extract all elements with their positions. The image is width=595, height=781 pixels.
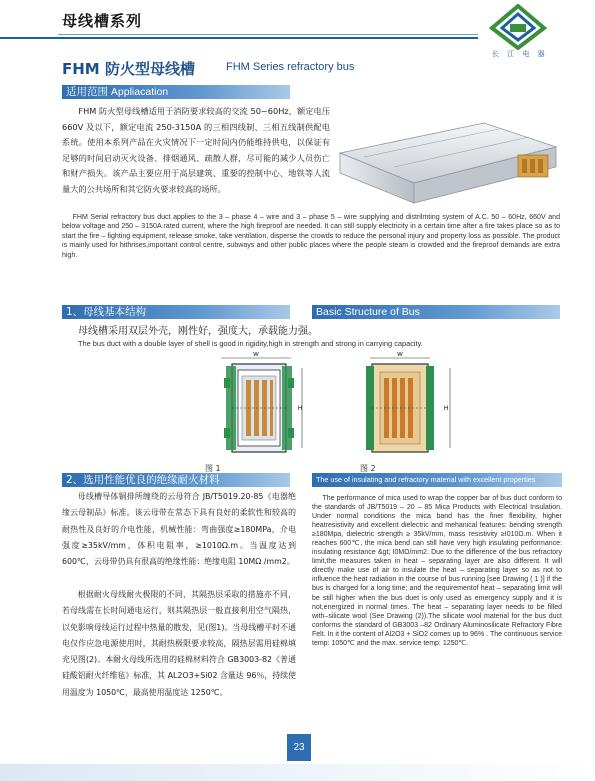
figure-1-caption: 图 1	[205, 464, 221, 473]
figure-2-caption: 图 2	[360, 464, 376, 473]
fig2-dim-w: W	[397, 352, 403, 358]
product-title: FHM 防火型母线槽	[62, 60, 195, 78]
application-text-cn: FHM 防火型母线槽适用于消防要求较高的交流 50~60Hz，额定电压 660V 及以下，额定电流 250-3150A 的三相四线制、三相五线制供配电系统。使用本系列产品在火灾情况下一定时间内仍能维持供电，以保证有足够的时间启动灭火设备、排烟通风、疏散人群，尽可能的减少人员伤亡和财产损失。该产品主要应用于高层建筑、重要的控制中心、地铁等人流量大的公共场所和其它防火要求较高的场所。	[62, 106, 330, 194]
series-title: 母线槽系列	[62, 12, 143, 30]
structure-text-en: The bus duct with a double layer of shell is good in rigidity,high in strength and strong in carrying capacity.	[78, 339, 423, 348]
footer-bar	[0, 764, 595, 781]
figure-1-diagram	[176, 352, 306, 460]
application-text-en: FHM Serial refractory bus duct applies to the 3 – phase 4 – wire and 3 – phase 5 – wire supplying and distrilmting system of A.C. 50 – 60Hz, 660V and below voltage and 250 – 3150A rated current, where the high fireproof are needed. It can still supply electricity in a certain time after a fire takes place so as to start the fire – fighting equipment, release smoke, take ventilation, disperse the crowds to reduce the personal injury and property loss as possible. The product is mainly used for hithrises,important control centre, subways and other public places where the people steam is crowded and the fireproof demands are extra high.	[62, 214, 560, 259]
section-heading-insulation-en: The use of insulating and refractory material with excellent properties	[312, 473, 562, 487]
insulation-text-cn-2: 根据耐火母线耐火极限的不同，其隔热层采取的措施亦不同，若母线需在长时间通电运行，则其隔热层一般直接利用空气隔热，以免影响母线运行过程中热量的散发，见(图1)。当母线槽平时不通电仅作应急电源使用时，其耐热极限要求较高，隔热层需用硅棉填充见图(2)。本耐火母线所选用的硅棉材料符合 GB3003-82《普通硅酸铝耐火纤维毡》标准，其 AL2O3+Si02 含量达 96％，持续使用温度为 1050℃，最高使用温度达 1250℃。	[62, 590, 296, 697]
header-divider	[58, 34, 478, 35]
fig1-dim-h: H	[298, 406, 303, 412]
brand-name: 长 江 电 器	[492, 50, 548, 58]
figure-2-diagram	[340, 352, 460, 460]
page-number: 23	[287, 734, 311, 761]
structure-text-cn: 母线槽采用双层外壳，刚性好，强度大，承载能力强。	[78, 326, 318, 337]
section-heading-insulation-cn: 2、选用性能优良的绝缘耐火材料	[62, 473, 290, 487]
header-accent-bar	[0, 37, 478, 39]
fig2-dim-h: H	[444, 406, 449, 412]
bus-duct-photo	[334, 117, 562, 209]
product-subtitle: FHM Series refractory bus	[226, 61, 355, 73]
fig1-dim-w: W	[253, 352, 259, 358]
section-heading-application: 适用范围 Appliacation	[62, 85, 290, 99]
section-heading-structure-en: Basic Structure of Bus	[312, 305, 560, 319]
insulation-text-cn-1: 母线槽导体铜排所缠绕的云母符合 JB/T5019.20-85《电器绝缘云母制品》标准。该云母带在常态下具有良好的柔软性和较高的耐热性及良好的介电性能，机械性能：弯曲强度≥180MPa，介电强度≥35kV/mm，体积电阻率，≥1010Ω.m。当温度达到 600℃，云母带仍具有很高的绝缘性能：绝缘电阻 10MΩ /mm2。	[62, 492, 296, 567]
company-logo-icon	[482, 4, 554, 50]
section-heading-structure-cn: 1、母线基本结构	[62, 305, 290, 319]
insulation-text-en: The performance of mica used to wrap the copper bar of bus duct conform to the standards of JB/T5019 – 20 – 85 Mica Products with Electrical Insulation. Under normal conditions the mica band has the finer flexibility, higher heatresistivity and excellent dielectric and mehanical features: bending strength ≥180Mpa, dielectric strength ≥ 35kV/mm, mass resistivity ≥I010Ω.m. When it reaches 600℃, the mica bend can still have very high insulating performance: insulating resistance &gt; I0MΩ/mm2. Due to the difference of the bus refractory limit,the measures taken in heat – separating layer are also different. It will directly make use of air to insulate the heat – separating layer so as not to influence the heat radiation in the course of bus running [see Drawing ( 1 )] if the bus is charged for a long time; and the requirementof heat – separating limit will be still higher when the bus duet is only used as emergency supply and it is not,energized in normal times. The heat – separating layer needs to be filled with–silicate wool (See Drawing (2)).The silicate wool material for the bus duct conforms the standard of GB3003 –82 Ordinary Aluminosilicate Refractory Fibre Felt. In it the content of Al2O3 + SiO2 comes up to 96% . The continuous service temp: 1050℃ and the max. service temp: 1250℃.	[312, 495, 562, 647]
